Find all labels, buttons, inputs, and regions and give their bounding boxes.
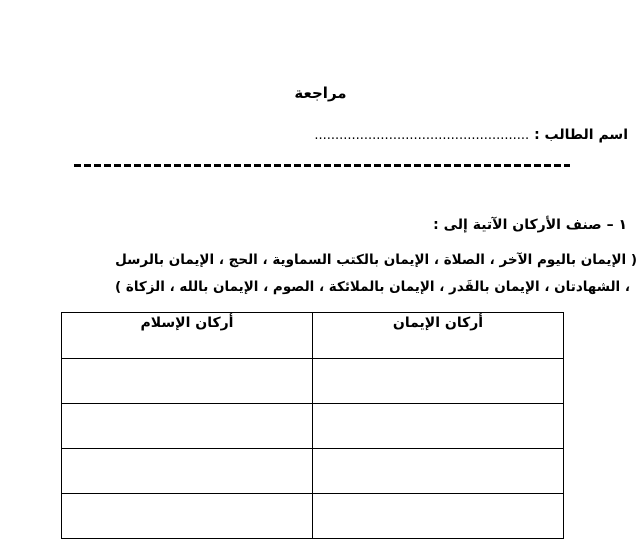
table-row [62,494,564,539]
student-name-label: اسم الطالب : [529,127,628,143]
answer-cell-iman-1[interactable] [313,359,564,404]
student-name-row [314,127,628,143]
answer-cell-islam-2[interactable] [62,404,313,449]
table-row [62,359,564,404]
column-header-iman: أركان الإيمان [313,313,564,359]
answer-cell-islam-3[interactable] [62,449,313,494]
answer-cell-iman-2[interactable] [313,404,564,449]
answer-cell-iman-3[interactable] [313,449,564,494]
answer-cell-iman-4[interactable] [313,494,564,539]
page-title: مراجعة [294,84,347,102]
dashed-divider [74,164,570,167]
table-row [62,404,564,449]
table-row [62,449,564,494]
answer-cell-islam-4[interactable] [62,494,313,539]
question-text: ١ – صنف الأركان الآتية إلى : [433,217,627,233]
table-header-row [62,313,564,359]
items-line-1: ( الإيمان باليوم الآخر ، الصلاة ، الإيمان بالكتب السماوية ، الحج ، الإيمان بالرسل [115,252,637,268]
column-header-islam: أركان الإسلام [62,313,313,359]
student-name-field[interactable]: .................................................... [314,128,530,143]
classification-table [61,312,564,539]
answer-cell-islam-1[interactable] [62,359,313,404]
items-line-2: ، الشهادتان ، الإيمان بالقَدر ، الإيمان بالملائكة ، الصوم ، الإيمان بالله ، الزكاة ) [115,279,630,295]
